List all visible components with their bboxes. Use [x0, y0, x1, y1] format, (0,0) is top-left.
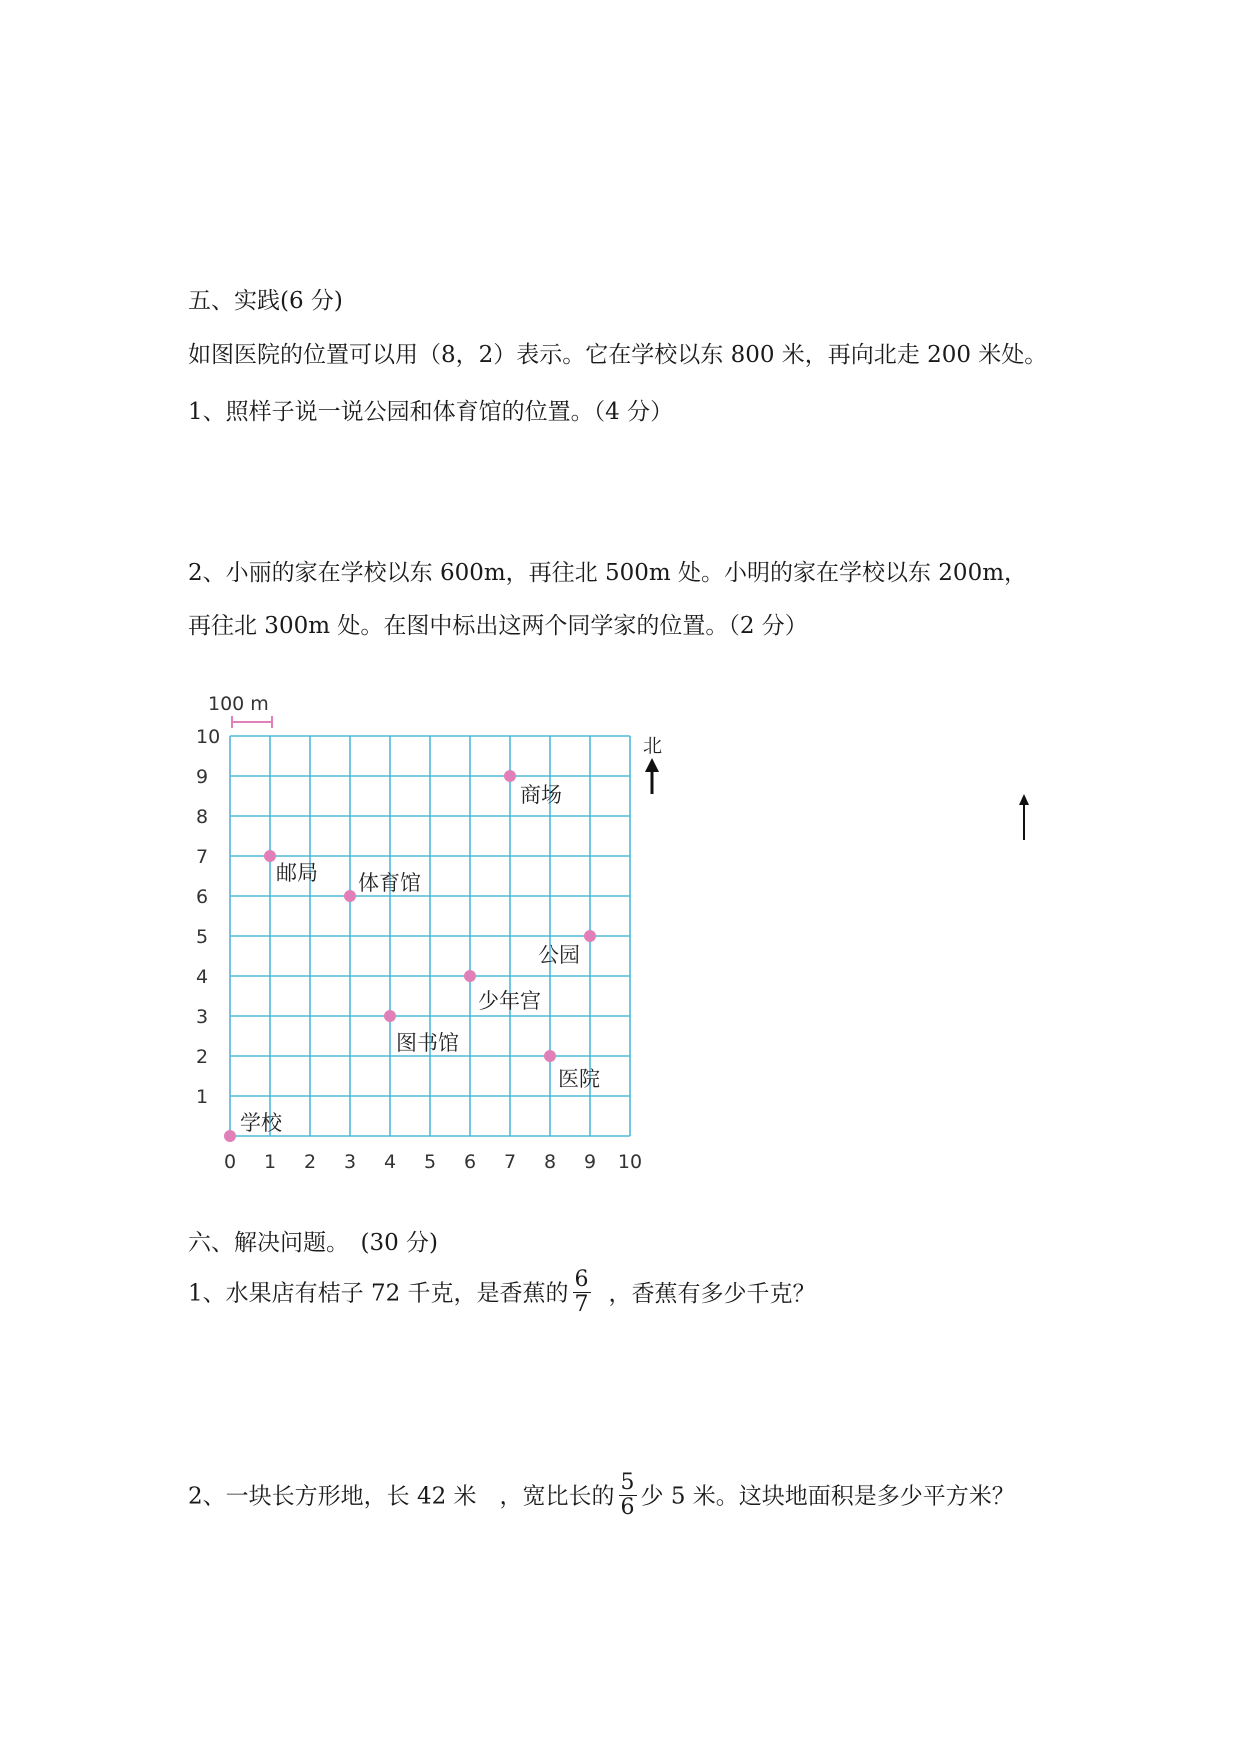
- place-point: [584, 930, 596, 942]
- section6-title: 六、解决问题。 (30 分): [188, 1230, 439, 1256]
- section5-title: 五、实践(6 分): [188, 288, 343, 314]
- place-label: 公园: [538, 943, 580, 967]
- x-tick-label: 9: [583, 1151, 597, 1173]
- y-tick-label: 1: [196, 1086, 209, 1108]
- x-tick-label: 5: [423, 1151, 437, 1173]
- place-point: [504, 770, 516, 782]
- x-tick-label: 8: [543, 1151, 557, 1173]
- place-label: 学校: [240, 1111, 282, 1135]
- y-tick-label: 5: [196, 926, 209, 948]
- question-5-2-line2: 再往北 300m 处。在图中标出这两个同学家的位置。（2 分）: [188, 613, 808, 639]
- place-point: [544, 1050, 556, 1062]
- place-point: [384, 1010, 396, 1022]
- place-label: 医院: [558, 1067, 600, 1091]
- y-tick-label: 8: [196, 806, 209, 828]
- fraction: [619, 1471, 637, 1520]
- y-tick-label: 7: [196, 846, 209, 868]
- question-6-2: [188, 1470, 1015, 1522]
- x-tick-label: 2: [303, 1151, 317, 1173]
- north-arrow-icon: [1014, 792, 1034, 842]
- question-6-2-text: 2、一块长方形地，长 42 米 ，宽比长的: [188, 1483, 615, 1510]
- section5-intro: 如图医院的位置可以用（8，2）表示。它在学校以东 800 米，再向北走 200 米处。: [188, 342, 1048, 368]
- north-label: 北: [643, 735, 663, 757]
- question-6-1-tail: ，香蕉有多少千克？: [608, 1280, 816, 1307]
- question-6-1: [188, 1267, 816, 1319]
- question-5-1: 1、照样子说一说公园和体育馆的位置。（4 分）: [188, 399, 674, 425]
- x-tick-label: 10: [617, 1151, 643, 1173]
- fraction-denominator: 7: [574, 1292, 589, 1317]
- y-tick-label: 6: [196, 886, 209, 908]
- x-tick-label: 0: [223, 1151, 237, 1173]
- map-north-indicator: [643, 735, 662, 794]
- question-6-2-tail: 少 5 米。这块地面积是多少平方米？: [640, 1483, 1015, 1510]
- place-label: 邮局: [276, 861, 318, 885]
- question-6-1-text: 1、水果店有桔子 72 千克，是香蕉的: [188, 1280, 569, 1307]
- scale-bar: [208, 693, 272, 728]
- place-point: [264, 850, 276, 862]
- coordinate-map: [188, 670, 678, 1210]
- question-5-2-line1: 2、小丽的家在学校以东 600m，再往北 500m 处。小明的家在学校以东 200m，: [188, 560, 1028, 586]
- place-label: 体育馆: [358, 871, 421, 895]
- fraction-denominator: 6: [620, 1495, 635, 1520]
- place-point: [344, 890, 356, 902]
- place-point: [464, 970, 476, 982]
- x-tick-label: 1: [263, 1151, 277, 1173]
- y-tick-label: 9: [196, 766, 209, 788]
- place-point: [224, 1130, 236, 1142]
- y-tick-label: 10: [196, 726, 221, 748]
- place-label: 图书馆: [396, 1031, 459, 1055]
- fraction-numerator: 5: [620, 1470, 635, 1495]
- map-places: [224, 770, 600, 1142]
- x-tick-label: 4: [383, 1151, 397, 1173]
- fraction: [573, 1268, 591, 1317]
- place-label: 商场: [520, 783, 562, 807]
- x-tick-label: 7: [503, 1151, 517, 1173]
- y-tick-label: 3: [196, 1006, 209, 1028]
- scale-label: 100 m: [208, 693, 269, 715]
- y-tick-label: 4: [196, 966, 209, 988]
- x-tick-label: 6: [463, 1151, 477, 1173]
- x-tick-label: 3: [343, 1151, 357, 1173]
- fraction-numerator: 6: [574, 1267, 589, 1292]
- y-tick-label: 2: [196, 1046, 209, 1068]
- place-label: 少年宫: [478, 989, 541, 1013]
